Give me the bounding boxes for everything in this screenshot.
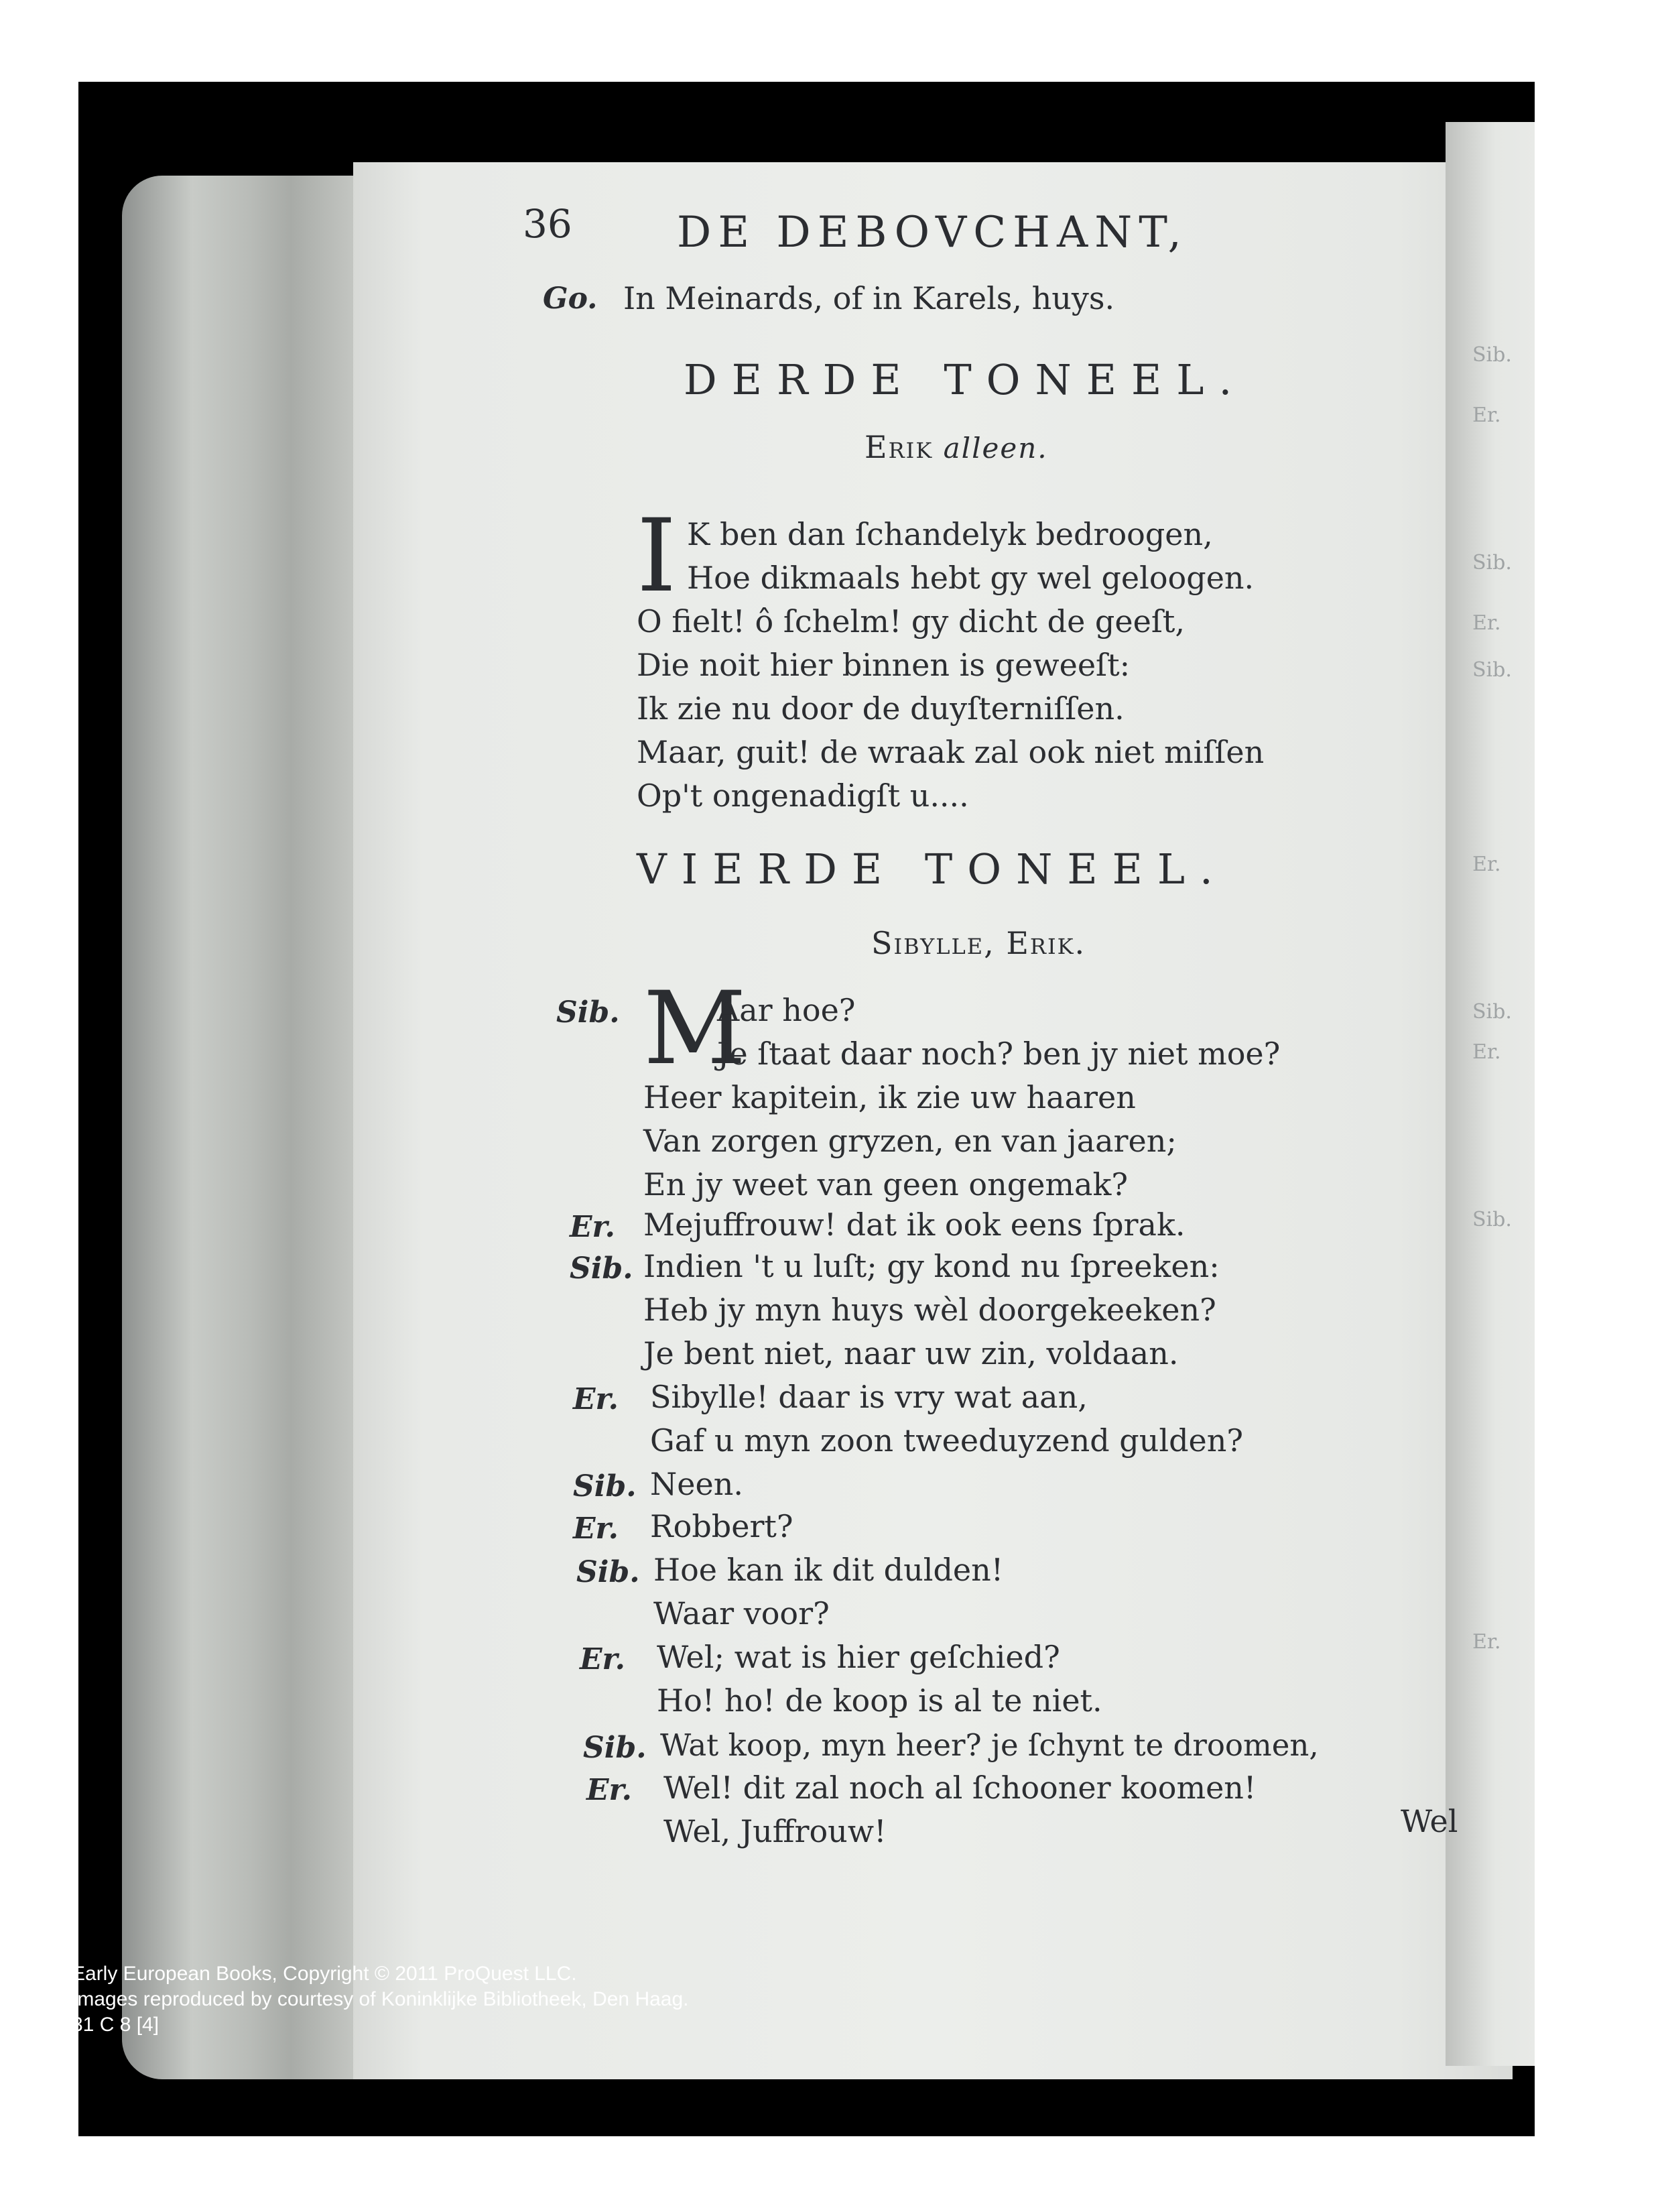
running-title: DE DEBOVCHANT,: [677, 208, 1188, 257]
verse-line: Ik zie nu door de duyſterniſſen.: [637, 690, 1125, 727]
verse-line: In Meinards, of in Karels, huys.: [623, 280, 1115, 316]
verse-line: Hoe kan ik dit dulden!: [653, 1552, 1004, 1588]
verse-line: Ho! ho! de koop is al te niet.: [657, 1682, 1102, 1719]
drop-cap: I: [637, 498, 677, 615]
verse-line: O fielt! ô ſchelm! gy dicht de geeſt,: [637, 603, 1185, 639]
verse-line: Heer kapitein, ik zie uw haaren: [643, 1079, 1136, 1115]
speaker-label: Er.: [586, 1773, 632, 1807]
facing-speaker: Er.: [1472, 1630, 1501, 1654]
facing-speaker: Er.: [1472, 1040, 1501, 1064]
speaker-label: Er.: [570, 1210, 615, 1244]
facing-speaker: Sib.: [1472, 1208, 1512, 1231]
credits: [72, 1961, 689, 2038]
drop-cap: M: [643, 971, 747, 1087]
credit-line: 31 C 8 [4]: [72, 2014, 159, 2036]
scene-heading: VIERDE TONEEL.: [637, 845, 1228, 894]
verse-line: En jy weet van geen ongemak?: [643, 1166, 1128, 1203]
speaker-label: Er.: [573, 1382, 619, 1416]
character-name: Erik: [865, 429, 934, 465]
stage-direction: alleen.: [943, 432, 1048, 465]
facing-speaker: Sib.: [1472, 551, 1512, 574]
verse-line: Sibylle! daar is vry wat aan,: [650, 1379, 1088, 1415]
speaker-label: Sib.: [573, 1469, 637, 1503]
scene-heading: DERDE TONEEL.: [684, 355, 1247, 404]
verse-line: Wat koop, myn heer? je ſchynt te droomen,: [660, 1727, 1319, 1763]
verse-line: Gaf u myn zoon tweeduyzend gulden?: [650, 1422, 1244, 1459]
verse-line: Hoe dikmaals hebt gy wel geloogen.: [687, 560, 1255, 596]
speaker-label: Sib.: [576, 1555, 640, 1589]
speaker-label: Sib.: [583, 1731, 647, 1765]
verse-line: Maar, guit! de wraak zal ook niet miſſen: [637, 734, 1265, 770]
credit-line: Images reproduced by courtesy of Koninklijke Bibliotheek, Den Haag.: [72, 1988, 689, 2010]
verse-line: Je ſtaat daar noch? ben jy niet moe?: [717, 1036, 1281, 1072]
facing-speaker: Er.: [1472, 404, 1501, 427]
facing-page: [1446, 122, 1535, 2066]
speaker-label: Er.: [573, 1512, 619, 1546]
scene-characters: [865, 429, 1048, 465]
speaker-label: Sib.: [556, 995, 620, 1030]
facing-speaker: Sib.: [1472, 343, 1512, 367]
verse-line: Wel; wat is hier geſchied?: [657, 1639, 1060, 1675]
speaker-label: Sib.: [570, 1251, 633, 1286]
verse-line: K ben dan ſchandelyk bedroogen,: [687, 516, 1213, 552]
verse-line: Wel! dit zal noch al ſchooner koomen!: [663, 1770, 1257, 1806]
speaker-label: Er.: [580, 1642, 625, 1676]
verse-line: Op't ongenadigſt u....: [637, 778, 969, 814]
catchword: Wel: [1401, 1803, 1458, 1839]
scene-characters: Sibylle, Erik.: [871, 925, 1086, 961]
verse-line: Aar hoe?: [717, 992, 856, 1028]
page-number: 36: [523, 201, 572, 247]
verse-line: Robbert?: [650, 1508, 793, 1544]
page-header: [523, 201, 1188, 257]
facing-speaker: Er.: [1472, 611, 1501, 635]
verse-line: Neen.: [650, 1466, 743, 1502]
facing-speaker: Er.: [1472, 853, 1501, 876]
verse-line: Heb jy myn huys wèl doorgekeeken?: [643, 1292, 1216, 1328]
facing-speaker: Sib.: [1472, 658, 1512, 682]
facing-speaker: Sib.: [1472, 1000, 1512, 1024]
verse-line: Van zorgen gryzen, en van jaaren;: [643, 1123, 1177, 1159]
verse-line: Mejuffrouw! dat ik ook eens ſprak.: [643, 1207, 1186, 1243]
credit-line: Early European Books, Copyright © 2011 ProQuest LLC.: [72, 1963, 577, 1985]
verse-line: Die noit hier binnen is geweeſt:: [637, 647, 1131, 683]
verse-line: Indien 't u luſt; gy kond nu ſpreeken:: [643, 1248, 1220, 1284]
verse-line: Je bent niet, naar uw zin, voldaan.: [643, 1335, 1179, 1371]
verse-line: Wel, Juffrouw!: [663, 1813, 887, 1849]
verse-line: Waar voor?: [653, 1595, 830, 1632]
speaker-label: Go.: [543, 282, 598, 316]
